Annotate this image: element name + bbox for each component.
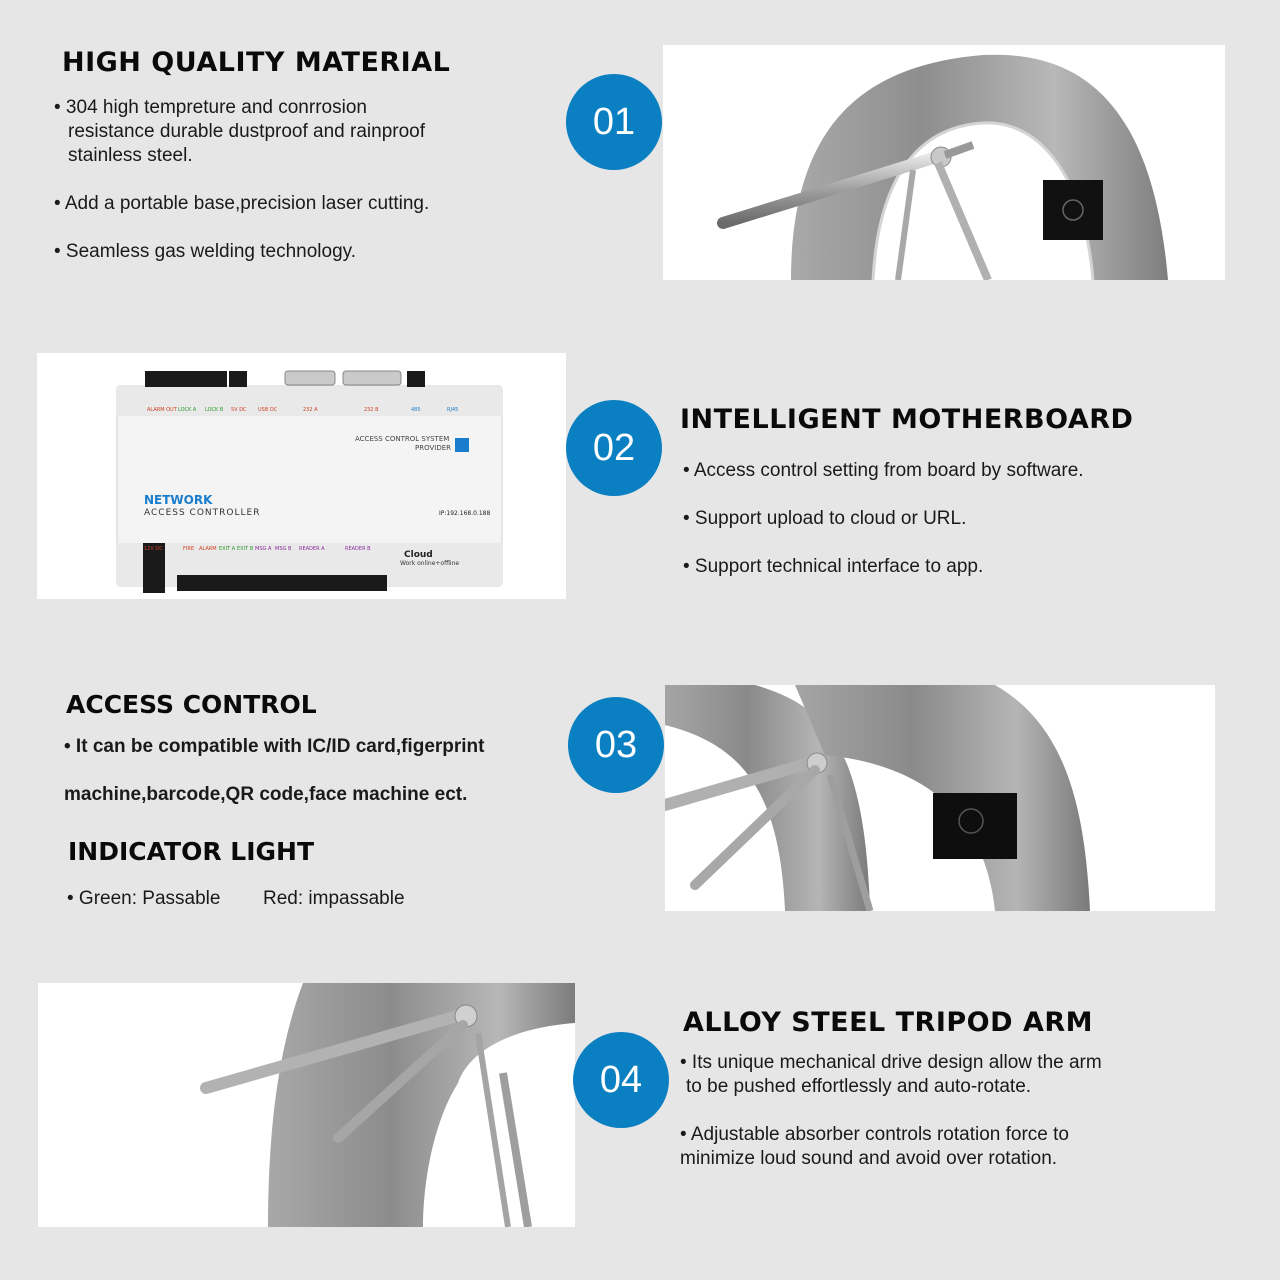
turnstile-photo-4 bbox=[38, 983, 575, 1227]
section-03-bullet-1: • It can be compatible with IC/ID card,figerprint bbox=[64, 736, 485, 757]
section-04-title: ALLOY STEEL TRIPOD ARM bbox=[683, 1007, 1094, 1038]
port-label-rj45: RJ45 bbox=[447, 407, 459, 413]
section-01-title: HIGH QUALITY MATERIAL bbox=[62, 47, 451, 78]
bottom-label-reader-a: READER A bbox=[299, 546, 325, 552]
section-01-number-badge: 01 bbox=[566, 74, 662, 170]
turnstile-photo-3 bbox=[665, 685, 1215, 911]
turnstile-illustration-1 bbox=[663, 45, 1225, 280]
port-label-lock-b: LOCK B bbox=[205, 407, 224, 413]
bottom-label-msg-b: MSG B bbox=[275, 546, 292, 552]
section-01-bullet-1-line-2: resistance durable dustproof and rainproof bbox=[68, 121, 426, 142]
section-04-bullet-1: • Its unique mechanical drive design allow the arm bbox=[680, 1052, 1102, 1073]
section-02-bullet-1: • Access control setting from board by software. bbox=[683, 460, 1084, 481]
section-04-bullet-1-line-2: to be pushed effortlessly and auto-rotate. bbox=[686, 1076, 1032, 1097]
indicator-green-text: • Green: Passable bbox=[67, 888, 221, 909]
section-01-bullet-1: • 304 high tempreture and conrrosion bbox=[54, 97, 367, 118]
controller-network-label: NETWORK bbox=[144, 493, 213, 507]
bottom-label-fire: FIRE bbox=[183, 546, 194, 552]
port-label-usb-dc: USB DC bbox=[258, 407, 278, 413]
port-label-485: 485 bbox=[411, 407, 421, 413]
controller-cloud-label: Cloud bbox=[404, 550, 433, 560]
controller-label-line-2: PROVIDER bbox=[415, 444, 452, 452]
port-label-232-a: 232 A bbox=[303, 407, 318, 413]
section-03-title-2: INDICATOR LIGHT bbox=[68, 837, 315, 866]
bottom-label-reader-b: READER B bbox=[345, 546, 371, 552]
section-01-bullet-2: • Add a portable base,precision laser cutting. bbox=[54, 193, 430, 214]
bottom-label-alarm: ALARM bbox=[199, 546, 217, 552]
section-02-number-badge: 02 bbox=[566, 400, 662, 496]
section-03-bullet-1-line-2: machine,barcode,QR code,face machine ect. bbox=[64, 784, 468, 805]
port-label-232-b: 232 B bbox=[364, 407, 379, 413]
section-02-bullet-3: • Support technical interface to app. bbox=[683, 556, 984, 577]
bottom-label-exit-a: EXIT A bbox=[219, 546, 236, 552]
turnstile-photo-1 bbox=[663, 45, 1225, 280]
turnstile-illustration-3 bbox=[665, 685, 1215, 911]
section-04-bullet-2-line-2: minimize loud sound and avoid over rotation. bbox=[680, 1148, 1058, 1169]
bottom-label-12v-dc: 12V DC bbox=[144, 546, 163, 552]
bottom-label-exit-b: EXIT B bbox=[237, 546, 254, 552]
section-04-number-badge: 04 bbox=[573, 1032, 669, 1128]
section-02-title: INTELLIGENT MOTHERBOARD bbox=[680, 404, 1134, 435]
controller-cloud-sub: Work online+offline bbox=[400, 560, 460, 567]
indicator-red-text: Red: impassable bbox=[263, 888, 405, 909]
bottom-label-msg-a: MSG A bbox=[255, 546, 272, 552]
controller-subtitle: ACCESS CONTROLLER bbox=[144, 508, 261, 518]
port-label-lock-a: LOCK A bbox=[178, 407, 197, 413]
section-01-bullet-3: • Seamless gas welding technology. bbox=[54, 241, 357, 262]
port-label-5v-dc: 5V DC bbox=[231, 407, 247, 413]
port-label-alarm-out: ALARM OUT bbox=[147, 407, 177, 413]
section-04-bullet-2: • Adjustable absorber controls rotation force to bbox=[680, 1124, 1069, 1145]
section-01-bullet-1-line-3: stainless steel. bbox=[68, 145, 193, 166]
turnstile-illustration-4 bbox=[38, 983, 575, 1227]
section-03-title: ACCESS CONTROL bbox=[66, 690, 317, 719]
controller-illustration bbox=[37, 353, 566, 599]
controller-label-line-1: ACCESS CONTROL SYSTEM bbox=[355, 435, 450, 443]
controller-ip: IP:192.168.0.188 bbox=[439, 510, 491, 517]
controller-board-photo bbox=[37, 353, 566, 599]
rfid-card-reader-icon bbox=[1043, 180, 1103, 240]
section-02-bullet-2: • Support upload to cloud or URL. bbox=[683, 508, 967, 529]
rfid-card-reader-icon-3 bbox=[933, 793, 1017, 859]
section-03-number-badge: 03 bbox=[568, 697, 664, 793]
